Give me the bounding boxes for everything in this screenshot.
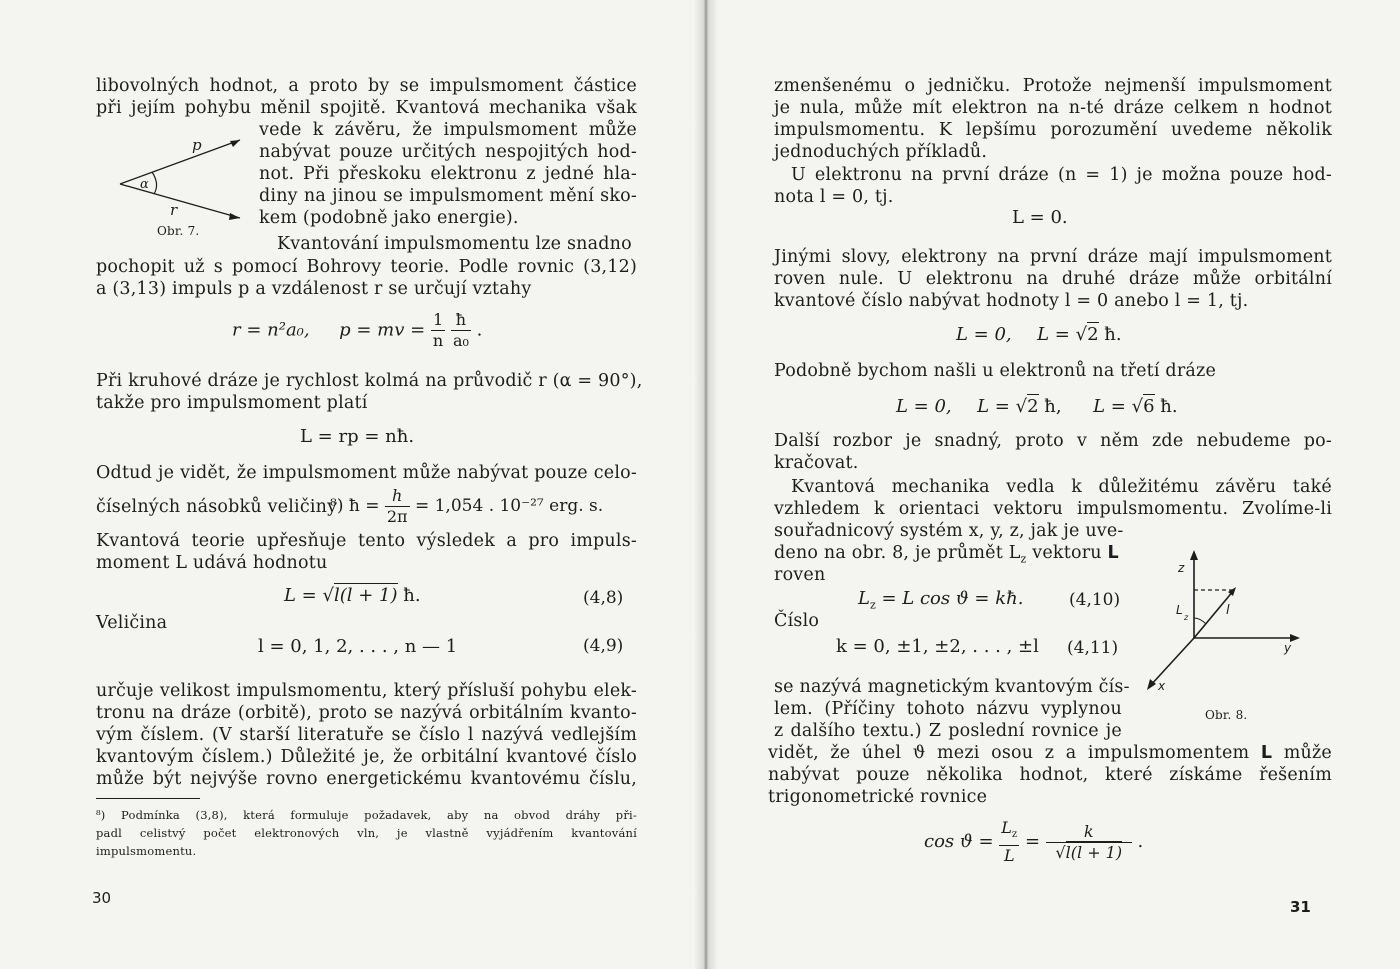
text-line: jednoduchých příkladů. <box>774 142 988 162</box>
page-number: 30 <box>92 889 112 907</box>
left-page <box>0 0 694 969</box>
eq-den: 2π <box>386 507 408 526</box>
eq-part: . <box>1137 831 1144 853</box>
eq-part: L = <box>1037 324 1070 345</box>
subscript: z <box>1011 829 1018 841</box>
subscript: z <box>869 598 876 612</box>
equation-hbar <box>330 486 603 527</box>
text-line: kvantové číslo nabývat hodnoty l = 0 anebo l = 1, tj. <box>774 291 1249 311</box>
eq-radicand: 6 <box>1143 396 1155 417</box>
eq-num: ħ <box>451 310 471 331</box>
figure-7-label-p: p <box>192 136 202 154</box>
eq-part: = <box>1024 831 1041 853</box>
text-line: a (3,13) impuls p a vzdálenost r se určují vztahy <box>96 279 532 299</box>
right-page <box>718 0 1400 969</box>
text-span: vidět, že úhel ϑ mezi osou z a impulsmomentem <box>768 743 1250 763</box>
equation-4-11: k = 0, ±1, ±2, . . . , ±l <box>836 636 1039 657</box>
equation-tag: (4,9) <box>583 636 624 656</box>
text-line: vým číslem. (V starší literatuře se číslo l nazývá vedlejším <box>96 725 637 745</box>
text-line: not. Při přeskoku elektronu z jedné hla- <box>259 164 637 184</box>
eq-part: L = <box>977 396 1010 417</box>
eq-radicand: 2 <box>1027 396 1039 417</box>
text-line: vzhledem k orientaci vektoru impulsmomentu. Zvolíme-li <box>774 499 1332 519</box>
eq-num: 1 <box>431 310 445 331</box>
eq-part: L = <box>284 585 317 606</box>
figure-8-caption: Obr. 8. <box>1205 708 1248 722</box>
eq-part: L = 0, <box>956 324 1012 345</box>
eq-den: L <box>1003 846 1015 866</box>
text-line: určuje velikost impulsmomentu, který přísluší pohybu elek- <box>96 681 637 701</box>
text-span: deno na obr. 8, je průmět L <box>774 543 1021 563</box>
text-line: vede k závěru, že impulsmoment může <box>259 120 637 140</box>
equation-tag: (4,10) <box>1069 590 1121 610</box>
figure-7-caption: Obr. 7. <box>157 224 200 238</box>
equation-cos-theta: cos ϑ = $\frac{L_z}{L}$ = $\frac{k}{√l(l + 1)}$ . <box>924 818 1144 866</box>
text-line: moment L udává hodnotu <box>96 553 328 573</box>
text-line: lem. (Příčiny tohoto názvu vyplynou <box>774 699 1122 719</box>
book-gutter <box>694 0 718 969</box>
text-line: Kvantová teorie upřesňuje tento výsledek a pro impuls- <box>96 531 637 551</box>
equation-4-9: l = 0, 1, 2, . . . , n — 1 <box>258 636 458 657</box>
eq-part: L <box>858 588 870 609</box>
figure-8-label-z: z <box>1178 561 1185 575</box>
text-line: souřadnicový systém x, y, z, jak je uve- <box>774 521 1124 541</box>
equation-4-10 <box>858 588 1023 612</box>
text-line: zmenšenému o jedničku. Protože nejmenší impulsmoment <box>774 76 1332 96</box>
text-span: může <box>1283 743 1332 763</box>
text-line: Podobně bychom našli u elektronů na třetí dráze <box>774 361 1217 381</box>
text-line: Další rozbor je snadný, proto v něm zde nebudeme po- <box>774 431 1332 451</box>
text-line: z dalšího textu.) Z poslední rovnice je <box>774 721 1122 741</box>
eq-num: k <box>1046 822 1132 843</box>
figure-8 <box>1138 548 1308 708</box>
text-line: kem (podobně jako energie). <box>259 208 519 228</box>
eq-part: . <box>476 319 483 341</box>
text-line: kvantovým číslem.) Důležité je, že orbitální kvantové číslo <box>96 747 637 767</box>
text-line: kračovat. <box>774 453 859 473</box>
vector-L: L <box>1260 743 1273 763</box>
equation-L0: L = 0. <box>1012 207 1068 228</box>
equation-second-orbit: L = 0, L = √2 ħ. <box>956 324 1122 345</box>
text-line: trigonometrické rovnice <box>768 787 988 807</box>
eq-part: L = 0, <box>896 396 952 417</box>
eq-part: = 1,054 . 10⁻²⁷ erg. s. <box>414 496 604 516</box>
text-line: Kvantová mechanika vedla k důležitému závěru také <box>791 477 1332 497</box>
eq-part: ħ. <box>1104 324 1122 345</box>
text-line: tronu na dráze (orbitě), proto se nazývá orbitálním kvanto- <box>96 703 637 723</box>
text-line: Číslo <box>774 611 820 631</box>
eq-part: ħ. <box>403 585 421 606</box>
eq-part: ħ. <box>1160 396 1178 417</box>
equation-tag: (4,11) <box>1067 638 1119 658</box>
figure-8-label-x: x <box>1158 679 1166 693</box>
text-line: číselných násobků veličiny <box>96 497 338 517</box>
eq-num: h <box>385 486 410 507</box>
eq-den: n <box>432 331 444 350</box>
footnote-line: padl celistvý počet elektronových vln, je vlastně vyjádřením kvantování <box>96 826 637 840</box>
footnote-line: ⁸) Podmínka (3,8), která formuluje požadavek, aby na obvod dráhy při- <box>96 808 637 822</box>
figure-7 <box>110 122 260 232</box>
text-line <box>768 742 1332 764</box>
page-number: 31 <box>1290 898 1311 916</box>
figure-8-label-y: y <box>1284 641 1292 655</box>
text-line: je nula, může mít elektron na n-té dráze celkem n hodnot <box>774 98 1332 118</box>
footnote-rule <box>96 798 200 799</box>
text-line: pochopit už s pomocí Bohrovy teorie. Podle rovnic (3,12) <box>96 257 637 277</box>
eq-radicand: l(l + 1) <box>333 585 398 606</box>
text-line: takže pro impulsmoment platí <box>96 393 368 413</box>
equation-L-rp: L = rp = nħ. <box>300 426 415 447</box>
vector-L: L <box>1107 543 1119 563</box>
eq-part: r = n²a₀, <box>232 319 310 341</box>
equation-bohr <box>232 310 482 351</box>
eq-part: ħ, <box>1044 396 1062 417</box>
text-line: diny na jinou se impulsmoment mění sko- <box>259 186 637 206</box>
text-line: Při kruhové dráze je rychlost kolmá na průvodič r (α = 90°), <box>96 371 643 391</box>
eq-num: L <box>1001 818 1012 837</box>
text-line: při jejím pohybu měnil spojitě. Kvantová mechanika však <box>96 98 637 118</box>
footnote-line: impulsmomentu. <box>96 844 197 858</box>
equation-4-8: L = √l(l + 1) ħ. <box>284 585 421 606</box>
text-line: Kvantování impulsmomentu lze snadno <box>277 234 632 254</box>
equation-tag: (4,8) <box>583 588 624 608</box>
eq-part: p = mv = <box>339 319 426 341</box>
text-span: vektoru <box>1032 543 1102 563</box>
text-line: roven nule. U elektronu na druhé dráze může orbitální <box>774 269 1332 289</box>
text-line: roven <box>774 565 826 585</box>
eq-part: L = <box>1093 396 1126 417</box>
eq-radicand: l(l + 1) <box>1065 842 1123 862</box>
text-line: Jinými slovy, elektrony na první dráze mají impulsmoment <box>774 247 1332 267</box>
text-line: Veličina <box>96 613 168 633</box>
text-line: nabývat pouze určitých nespojitých hod- <box>259 142 637 162</box>
text-line: impulsmomentu. K lepšímu porozumění uvedeme několik <box>774 120 1332 140</box>
eq-part: = L cos ϑ = kħ. <box>881 588 1024 609</box>
figure-8-label-Lz-sub: z <box>1184 613 1189 622</box>
text-line <box>774 542 1119 571</box>
text-line: se nazývá magnetickým kvantovým čís- <box>774 677 1130 697</box>
figure-8-label-Lz: L <box>1176 603 1183 617</box>
text-line: U elektronu na první dráze (n = 1) je možna pouze hod- <box>791 165 1332 185</box>
figure-8-label-l: l <box>1226 603 1230 618</box>
subscript: z <box>1020 552 1027 566</box>
text-line: nabývat pouze několika hodnot, které získáme řešením <box>768 765 1332 785</box>
eq-part: cos ϑ = <box>924 831 994 853</box>
eq-den: a₀ <box>452 331 469 350</box>
text-line: libovolných hodnot, a proto by se impulsmoment částice <box>96 76 637 96</box>
eq-radicand: 2 <box>1087 324 1099 345</box>
text-line: nota l = 0, tj. <box>774 187 894 207</box>
text-line: Odtud je vidět, že impulsmoment může nabývat pouze celo- <box>96 463 637 483</box>
figure-7-label-r: r <box>170 201 178 219</box>
equation-third-orbit: L = 0, L = √2 ħ, L = √6 ħ. <box>896 396 1178 417</box>
eq-part: ⁸) ħ = <box>330 496 380 516</box>
figure-7-label-alpha: α <box>140 177 149 192</box>
text-line: může být nejvýše rovno energetickému kvantovému číslu, <box>96 769 637 789</box>
